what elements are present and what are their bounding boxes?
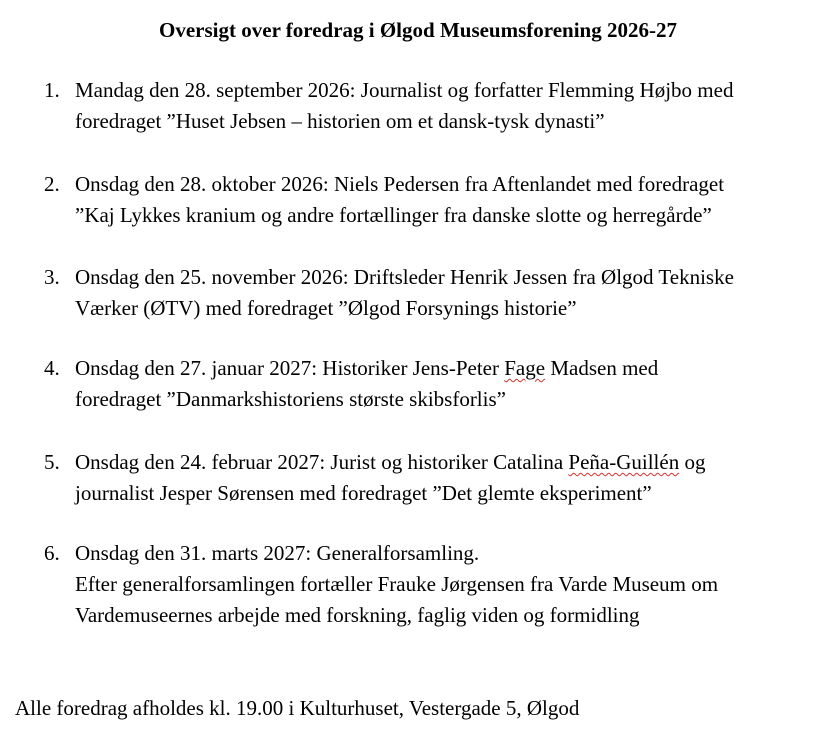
list-item-text <box>75 538 831 631</box>
list-item-number: 3. <box>44 265 60 289</box>
list-item-line: Onsdag den 31. marts 2027: Generalforsamling. <box>75 541 480 565</box>
text-segment: Madsen med <box>545 356 659 380</box>
list-item-text <box>75 262 831 324</box>
list-item-line: Efter generalforsamlingen fortæller Frauke Jørgensen fra Varde Museum om <box>75 572 719 596</box>
list-item-line: Onsdag den 28. oktober 2026: Niels Pedersen fra Aftenlandet med foredraget <box>75 172 725 196</box>
list-item-line: Onsdag den 25. november 2026: Driftsleder Henrik Jessen fra Ølgod Tekniske <box>75 265 734 289</box>
list-item-text <box>75 353 831 415</box>
text-segment: Onsdag den 27. januar 2027: Historiker Jens-Peter <box>75 356 505 380</box>
document-title: Oversigt over foredrag i Ølgod Museumsforening 2026-27 <box>159 18 677 42</box>
list-item-line: Værker (ØTV) med foredraget ”Ølgod Forsynings historie” <box>75 296 577 320</box>
list-item-line: journalist Jesper Sørensen med foredraget ”Det glemte eksperiment” <box>75 481 652 505</box>
list-item-line: Vardemuseernes arbejde med forskning, faglig viden og formidling <box>75 603 640 627</box>
list-item-number: 2. <box>44 172 60 196</box>
list-item-number: 4. <box>44 356 60 380</box>
list-item-line: ”Kaj Lykkes kranium og andre fortællinger fra danske slotte og herregårde” <box>75 203 712 227</box>
list-item-line: Mandag den 28. september 2026: Journalist og forfatter Flemming Højbo med <box>75 78 734 102</box>
spellcheck-flagged-word[interactable]: Fage <box>504 356 546 380</box>
spellcheck-flagged-word[interactable]: Peña-Guillén <box>568 450 680 474</box>
text-segment: Onsdag den 24. februar 2027: Jurist og historiker Catalina <box>75 450 569 474</box>
list-item-number: 5. <box>44 450 60 474</box>
list-item-line <box>75 447 831 478</box>
list-item-number: 1. <box>44 78 60 102</box>
list-item-line: foredraget ”Danmarkshistoriens største skibsforlis” <box>75 387 506 411</box>
list-item-line: foredraget ”Huset Jebsen – historien om et dansk-tysk dynasti” <box>75 109 605 133</box>
list-item-line <box>75 353 831 384</box>
list-item-number: 6. <box>44 541 60 565</box>
footer-note: Alle foredrag afholdes kl. 19.00 i Kulturhuset, Vestergade 5, Ølgod <box>15 696 580 720</box>
list-item-text <box>75 447 831 509</box>
list-item-text <box>75 169 831 231</box>
list-item-text <box>75 75 831 137</box>
text-segment: og <box>679 450 706 474</box>
